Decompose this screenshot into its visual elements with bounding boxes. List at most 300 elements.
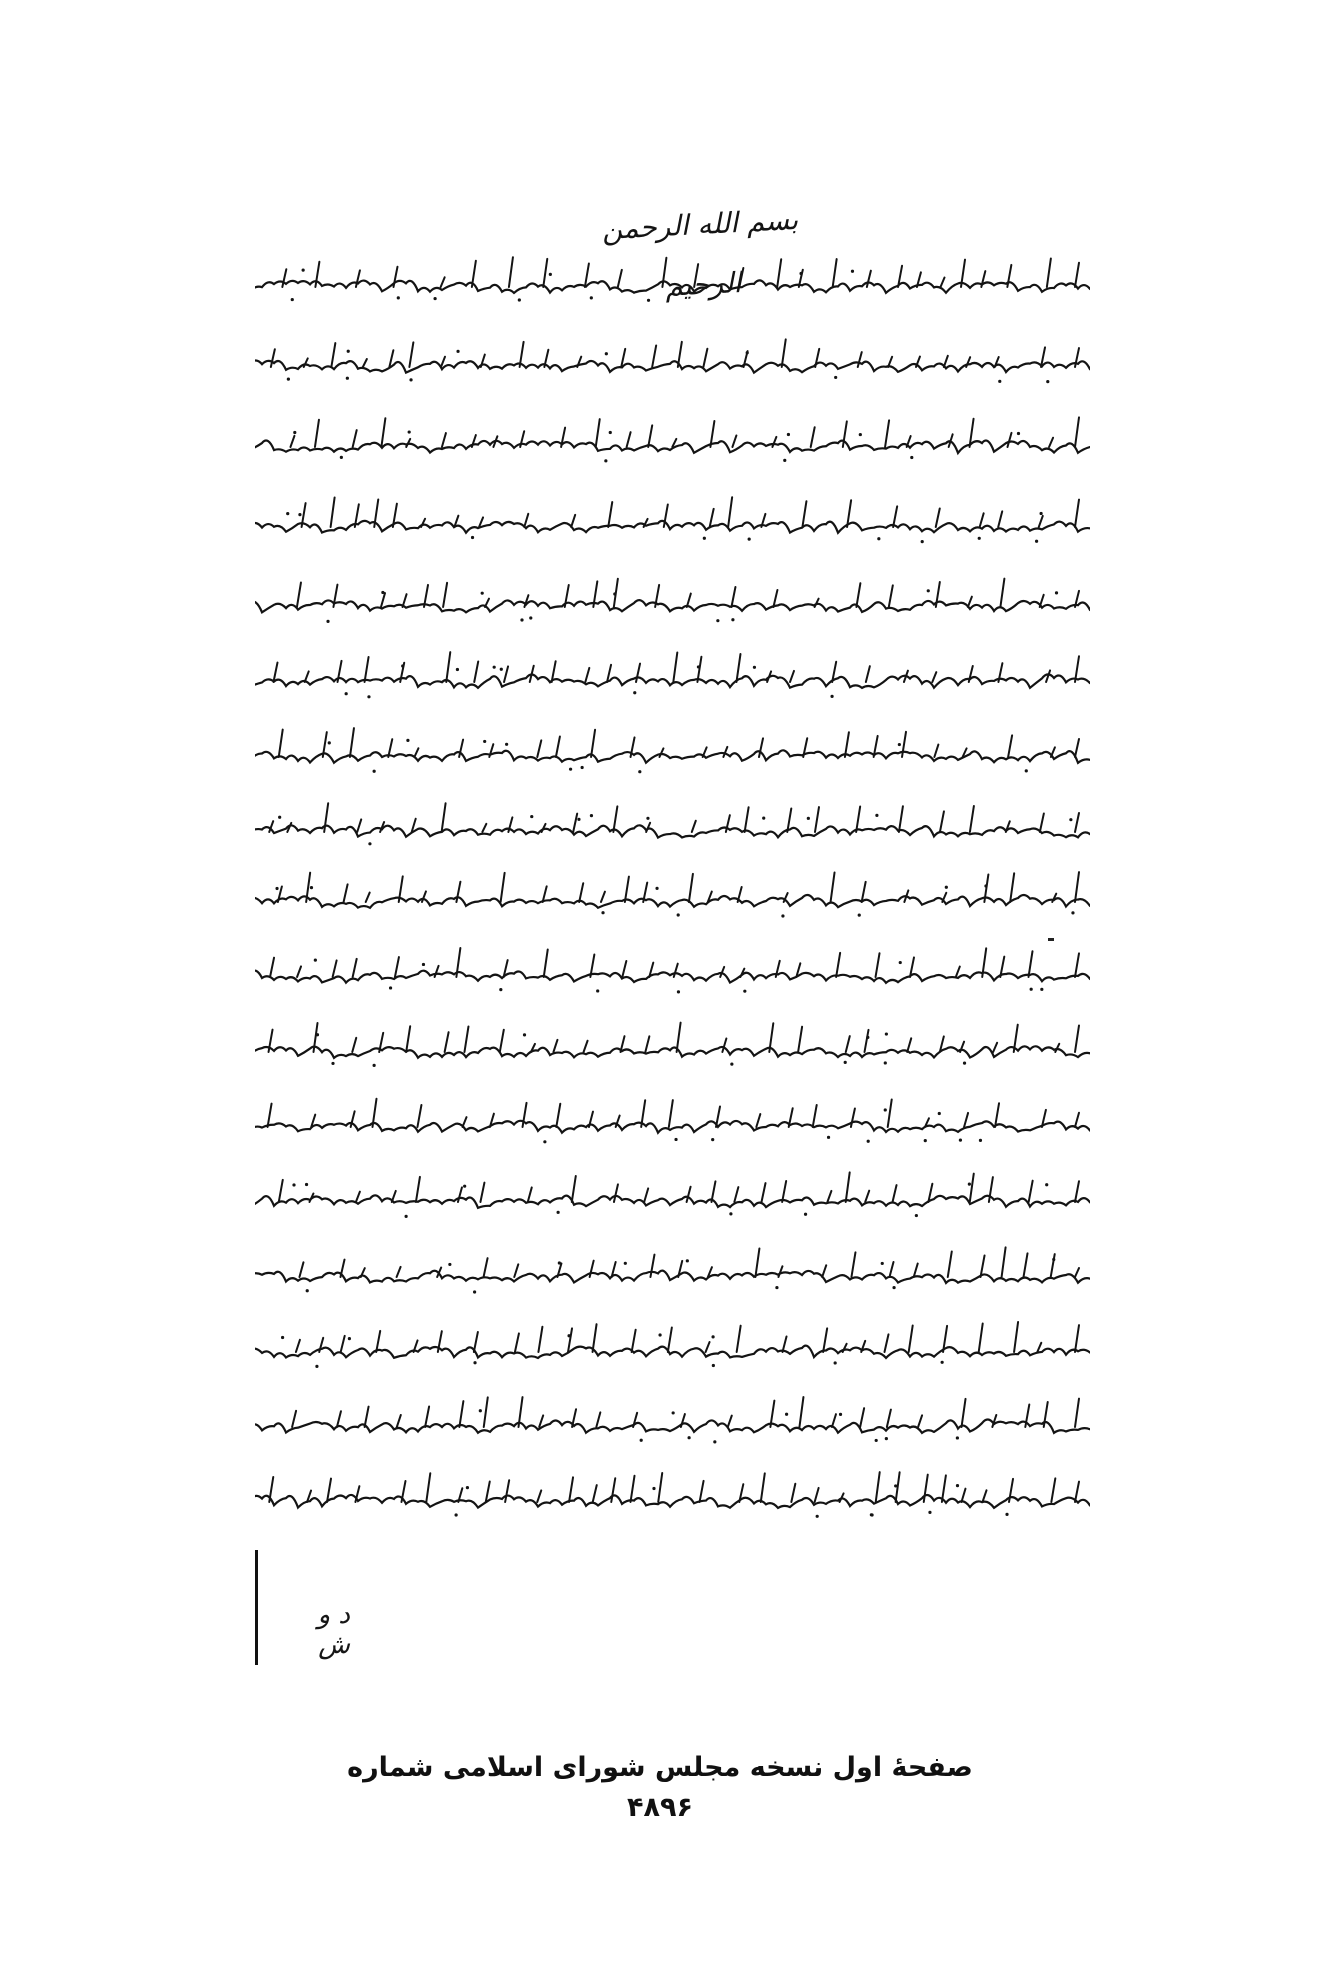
script-dot	[347, 350, 350, 353]
script-letter-stroke	[553, 1040, 557, 1052]
script-letter-stroke	[658, 1473, 662, 1502]
script-letter-stroke	[689, 874, 693, 902]
script-letter-stroke	[858, 352, 862, 367]
script-letter-stroke	[993, 1043, 997, 1052]
script-dot	[381, 591, 384, 594]
script-letter-stroke	[463, 1117, 467, 1127]
handwritten-line	[255, 335, 1090, 385]
script-letter-stroke	[1010, 873, 1014, 902]
script-letter-stroke	[279, 1180, 283, 1202]
script-dot	[703, 537, 706, 540]
script-dot	[783, 459, 786, 462]
script-dot	[978, 537, 981, 540]
script-letter-stroke	[627, 432, 631, 447]
script-letter-stroke	[924, 1475, 928, 1502]
script-strokes	[255, 1020, 1090, 1070]
script-letter-stroke	[673, 652, 677, 682]
script-dot	[898, 743, 901, 746]
script-letter-stroke	[416, 1177, 420, 1202]
script-letter-stroke	[1051, 1478, 1055, 1502]
script-letter-stroke	[851, 1108, 855, 1127]
script-letter-stroke	[677, 1023, 681, 1052]
script-letter-stroke	[813, 1105, 817, 1127]
script-dot	[523, 1033, 526, 1036]
handwritten-line	[255, 1095, 1090, 1145]
script-strokes	[255, 1395, 1090, 1445]
handwritten-line	[255, 725, 1090, 775]
script-letter-stroke	[669, 1100, 673, 1127]
script-dot	[927, 589, 930, 592]
script-letter-stroke	[425, 1407, 429, 1427]
script-dot	[493, 666, 496, 669]
script-letter-stroke	[979, 1324, 983, 1352]
script-letter-stroke	[936, 582, 940, 607]
script-letter-stroke	[865, 1030, 869, 1052]
script-letter-stroke	[393, 267, 397, 287]
invocation-heading: بسم الله الرحمن الرحیم	[601, 202, 799, 303]
script-dot	[963, 1062, 966, 1065]
script-strokes	[255, 1095, 1090, 1145]
script-letter-stroke	[1075, 1181, 1079, 1202]
script-dot	[686, 1259, 689, 1262]
script-letter-stroke	[790, 671, 794, 682]
script-letter-stroke	[614, 1184, 618, 1202]
script-dot	[286, 512, 289, 515]
script-letter-stroke	[352, 1038, 356, 1052]
script-letter-stroke	[403, 594, 407, 607]
script-strokes	[255, 650, 1090, 700]
script-dot	[633, 691, 636, 694]
script-letter-stroke	[484, 1258, 488, 1277]
script-letter-stroke	[856, 583, 860, 607]
script-letter-stroke	[480, 1183, 484, 1202]
script-dot	[881, 1262, 884, 1265]
script-letter-stroke	[406, 1026, 410, 1052]
script-letter-stroke	[485, 599, 489, 607]
script-dot	[827, 1136, 830, 1139]
script-dot	[711, 1138, 714, 1141]
script-letter-stroke	[537, 740, 541, 757]
script-dot	[899, 961, 902, 964]
script-dot	[1040, 988, 1043, 991]
script-dot	[884, 1061, 887, 1064]
script-letter-stroke	[315, 420, 319, 447]
script-letter-stroke	[1040, 813, 1044, 832]
script-letter-stroke	[337, 1411, 341, 1427]
script-letter-stroke	[1075, 1482, 1079, 1502]
script-letter-stroke	[948, 1252, 952, 1277]
script-letter-stroke	[353, 959, 357, 977]
script-dot	[892, 1286, 895, 1289]
script-letter-stroke	[692, 821, 696, 832]
script-dot	[959, 1139, 962, 1142]
script-letter-stroke	[591, 730, 595, 757]
script-letter-stroke	[907, 1038, 911, 1052]
script-letter-stroke	[761, 1473, 765, 1502]
script-dot	[448, 1263, 451, 1266]
script-letter-stroke	[417, 1105, 421, 1127]
script-strokes	[255, 495, 1090, 545]
script-letter-stroke	[509, 257, 513, 287]
script-letter-stroke	[687, 594, 691, 607]
script-letter-stroke	[426, 1473, 430, 1502]
script-dot	[609, 431, 612, 434]
script-letter-stroke	[569, 1477, 573, 1502]
script-dot	[314, 959, 317, 962]
script-baseline-stroke	[255, 360, 1090, 372]
script-letter-stroke	[968, 597, 972, 607]
handwritten-line	[255, 870, 1090, 920]
handwritten-line	[255, 800, 1090, 850]
script-strokes	[255, 1245, 1090, 1295]
script-letter-stroke	[1014, 1322, 1018, 1352]
script-dot	[834, 376, 837, 379]
script-dot	[1035, 540, 1038, 543]
script-dot	[875, 1439, 878, 1442]
script-baseline-stroke	[255, 280, 1090, 293]
script-letter-stroke	[856, 806, 860, 832]
script-letter-stroke	[887, 1410, 891, 1427]
script-letter-stroke	[893, 1185, 897, 1202]
script-letter-stroke	[884, 1334, 888, 1352]
script-dot	[401, 664, 404, 667]
script-dot	[655, 887, 658, 890]
script-dot	[712, 1364, 715, 1367]
script-letter-stroke	[543, 259, 547, 287]
ink-mark	[1048, 938, 1054, 941]
script-letter-stroke	[1047, 259, 1051, 287]
script-letter-stroke	[681, 1414, 685, 1427]
script-letter-stroke	[556, 737, 560, 757]
script-letter-stroke	[876, 953, 880, 977]
script-letter-stroke	[652, 345, 656, 367]
script-letter-stroke	[458, 1187, 462, 1202]
page-caption: صفحهٔ اول نسخه مجلس شورای اسلامی شماره ۴۸۹۶	[347, 1752, 973, 1823]
script-dot	[567, 1334, 570, 1337]
script-letter-stroke	[584, 1041, 588, 1052]
script-dot	[674, 1138, 677, 1141]
script-letter-stroke	[305, 671, 309, 682]
script-letter-stroke	[1055, 1044, 1059, 1052]
script-letter-stroke	[739, 268, 743, 287]
script-letter-stroke	[611, 1478, 615, 1502]
script-dot	[389, 986, 392, 989]
script-dot	[505, 743, 508, 746]
script-dot	[481, 592, 484, 595]
script-dot	[979, 1139, 982, 1142]
script-letter-stroke	[1008, 735, 1012, 757]
script-dot	[405, 1215, 408, 1218]
script-dot	[677, 913, 680, 916]
script-letter-stroke	[1075, 1113, 1079, 1127]
script-dot	[346, 377, 349, 380]
script-letter-stroke	[539, 1415, 543, 1427]
script-dot	[921, 540, 924, 543]
script-dot	[291, 298, 294, 301]
script-dot	[278, 816, 281, 819]
script-letter-stroke	[572, 1176, 576, 1202]
script-letter-stroke	[1039, 516, 1043, 527]
script-letter-stroke	[833, 259, 837, 287]
script-dot	[590, 814, 593, 817]
script-dot	[640, 1439, 643, 1442]
script-letter-stroke	[703, 349, 707, 367]
script-dot	[885, 1032, 888, 1035]
script-dot	[581, 766, 584, 769]
script-letter-stroke	[568, 1328, 572, 1352]
script-dot	[463, 1185, 466, 1188]
script-letter-stroke	[1009, 1479, 1013, 1502]
script-letter-stroke	[888, 1100, 892, 1127]
script-dot	[397, 296, 400, 299]
script-dot	[605, 352, 608, 355]
script-letter-stroke	[1007, 433, 1011, 447]
script-letter-stroke	[648, 425, 652, 447]
script-dot	[816, 1515, 819, 1518]
script-dot	[315, 1365, 318, 1368]
script-letter-stroke	[1051, 1254, 1055, 1277]
script-letter-stroke	[446, 652, 450, 682]
script-letter-stroke	[934, 745, 938, 757]
script-dot	[688, 1436, 691, 1439]
script-letter-stroke	[397, 1415, 401, 1427]
handwritten-line	[255, 1320, 1090, 1370]
script-dot	[884, 1108, 887, 1111]
script-strokes	[255, 1470, 1090, 1520]
script-letter-stroke	[474, 661, 478, 682]
script-letter-stroke	[544, 949, 548, 977]
script-letter-stroke	[909, 1325, 913, 1352]
script-letter-stroke	[745, 807, 749, 832]
script-letter-stroke	[435, 966, 439, 977]
script-dot	[604, 459, 607, 462]
script-dot	[530, 815, 533, 818]
script-letter-stroke	[706, 1342, 710, 1352]
script-dot	[569, 768, 572, 771]
script-letter-stroke	[940, 811, 944, 832]
script-letter-stroke	[815, 1488, 819, 1502]
script-dot	[590, 296, 593, 299]
script-dot	[293, 431, 296, 434]
script-dot	[473, 1290, 476, 1293]
script-strokes	[255, 725, 1090, 775]
script-letter-stroke	[593, 1485, 597, 1502]
script-dot	[331, 1062, 334, 1065]
script-letter-stroke	[791, 1484, 795, 1502]
script-dot	[1052, 1258, 1055, 1261]
script-letter-stroke	[668, 1327, 672, 1352]
script-dot	[558, 1261, 561, 1264]
script-letter-stroke	[811, 427, 815, 447]
script-letter-stroke	[297, 583, 301, 607]
script-strokes	[255, 1320, 1090, 1370]
script-letter-stroke	[846, 1036, 850, 1052]
script-letter-stroke	[537, 1490, 541, 1502]
script-letter-stroke	[381, 593, 385, 607]
script-dot	[851, 270, 854, 273]
handwritten-line	[255, 1170, 1090, 1220]
script-letter-stroke	[889, 585, 893, 607]
script-dot	[1030, 988, 1033, 991]
script-dot	[302, 269, 305, 272]
handwritten-line	[255, 1470, 1090, 1520]
margin-rule	[255, 1550, 258, 1665]
script-dot	[859, 433, 862, 436]
script-dot	[885, 1437, 888, 1440]
script-dot	[596, 989, 599, 992]
script-dot	[373, 1064, 376, 1067]
script-strokes	[255, 415, 1090, 465]
script-letter-stroke	[711, 1181, 715, 1202]
script-letter-stroke	[1040, 595, 1044, 607]
script-dot	[915, 1214, 918, 1217]
script-letter-stroke	[941, 277, 945, 287]
script-dot	[956, 1484, 959, 1487]
script-letter-stroke	[270, 958, 274, 977]
script-letter-stroke	[756, 1114, 760, 1127]
script-letter-stroke	[860, 1408, 864, 1427]
script-letter-stroke	[782, 1181, 786, 1202]
script-dot	[938, 1112, 941, 1115]
script-letter-stroke	[622, 961, 626, 977]
script-dot	[928, 1511, 931, 1514]
script-letter-stroke	[409, 342, 413, 367]
script-letter-stroke	[961, 1489, 965, 1502]
script-letter-stroke	[902, 732, 906, 757]
script-letter-stroke	[1075, 953, 1079, 977]
script-dot	[613, 592, 616, 595]
script-letter-stroke	[356, 1192, 360, 1202]
script-letter-stroke	[395, 957, 399, 977]
script-letter-stroke	[331, 343, 335, 367]
script-letter-stroke	[737, 1326, 741, 1352]
script-dot	[731, 618, 734, 621]
script-dot	[730, 1063, 733, 1066]
script-letter-stroke	[893, 506, 897, 527]
script-dot	[275, 887, 278, 890]
script-dot	[781, 914, 784, 917]
script-letter-stroke	[983, 1490, 987, 1502]
script-dot	[658, 1333, 661, 1336]
script-dot	[807, 817, 810, 820]
script-letter-stroke	[942, 1475, 946, 1502]
script-letter-stroke	[414, 748, 418, 757]
script-letter-stroke	[815, 807, 819, 832]
script-dot	[924, 1139, 927, 1142]
script-letter-stroke	[732, 435, 736, 447]
script-dot	[316, 1033, 319, 1036]
script-letter-stroke	[350, 728, 354, 757]
handwritten-line	[255, 1020, 1090, 1070]
script-letter-stroke	[674, 964, 678, 977]
script-dot	[367, 695, 370, 698]
script-letter-stroke	[1002, 1247, 1006, 1277]
script-dot	[473, 1361, 476, 1364]
script-letter-stroke	[827, 1191, 831, 1202]
script-letter-stroke	[442, 433, 446, 447]
script-letter-stroke	[464, 1026, 468, 1052]
script-dot	[753, 666, 756, 669]
script-letter-stroke	[783, 1337, 787, 1352]
script-baseline-stroke	[255, 521, 1090, 533]
script-letter-stroke	[484, 1397, 488, 1427]
script-dot	[281, 1336, 284, 1339]
script-dot	[518, 298, 521, 301]
script-letter-stroke	[832, 1414, 836, 1427]
script-letter-stroke	[734, 1187, 738, 1202]
script-dot	[910, 456, 913, 459]
script-letter-stroke	[644, 1188, 648, 1202]
script-dot	[1025, 769, 1028, 772]
script-letter-stroke	[613, 806, 617, 832]
script-dot	[716, 619, 719, 622]
script-dot	[466, 1486, 469, 1489]
script-letter-stroke	[296, 1340, 300, 1352]
script-letter-stroke	[843, 1344, 847, 1352]
script-dot	[409, 378, 412, 381]
script-dot	[858, 913, 861, 916]
script-letter-stroke	[970, 1174, 974, 1202]
script-letter-stroke	[867, 271, 871, 287]
script-dot	[998, 380, 1001, 383]
script-letter-stroke	[631, 1476, 635, 1502]
script-dot	[1017, 432, 1020, 435]
script-dot	[844, 1061, 847, 1064]
script-letter-stroke	[344, 884, 348, 902]
script-letter-stroke	[381, 418, 385, 447]
script-dot	[866, 1036, 869, 1039]
script-letter-stroke	[694, 264, 698, 287]
script-dot	[601, 911, 604, 914]
script-dot	[804, 1213, 807, 1216]
script-letter-stroke	[885, 420, 889, 447]
script-dot	[479, 1409, 482, 1412]
script-dot	[557, 1211, 560, 1214]
script-dot	[647, 299, 650, 302]
script-letter-stroke	[596, 1412, 600, 1427]
handwritten-line	[255, 945, 1090, 995]
script-letter-stroke	[524, 514, 528, 527]
folio-note: د و ش	[317, 1600, 350, 1660]
script-dot	[373, 770, 376, 773]
script-letter-stroke	[723, 747, 727, 757]
script-letter-stroke	[482, 824, 486, 832]
script-baseline-stroke	[255, 1346, 1090, 1358]
script-dot	[406, 739, 409, 742]
script-letter-stroke	[1029, 1181, 1033, 1202]
handwritten-line	[255, 255, 1090, 305]
script-letter-stroke	[538, 1327, 542, 1352]
script-letter-stroke	[1037, 1343, 1041, 1352]
script-dot	[345, 692, 348, 695]
script-letter-stroke	[514, 1264, 518, 1277]
script-dot	[1071, 911, 1074, 914]
script-dot	[1040, 512, 1043, 515]
script-letter-stroke	[823, 1328, 827, 1352]
script-letter-stroke	[914, 1264, 918, 1277]
script-letter-stroke	[1046, 670, 1050, 682]
script-letter-stroke	[944, 356, 948, 367]
script-letter-stroke	[353, 430, 357, 447]
script-letter-stroke	[1075, 1025, 1079, 1052]
script-baseline-stroke	[255, 1195, 1090, 1207]
script-letter-stroke	[777, 259, 781, 287]
script-dot	[1069, 818, 1072, 821]
script-letter-stroke	[443, 583, 447, 607]
script-dot	[877, 537, 880, 540]
script-letter-stroke	[1049, 438, 1053, 447]
script-letter-stroke	[876, 1472, 880, 1502]
